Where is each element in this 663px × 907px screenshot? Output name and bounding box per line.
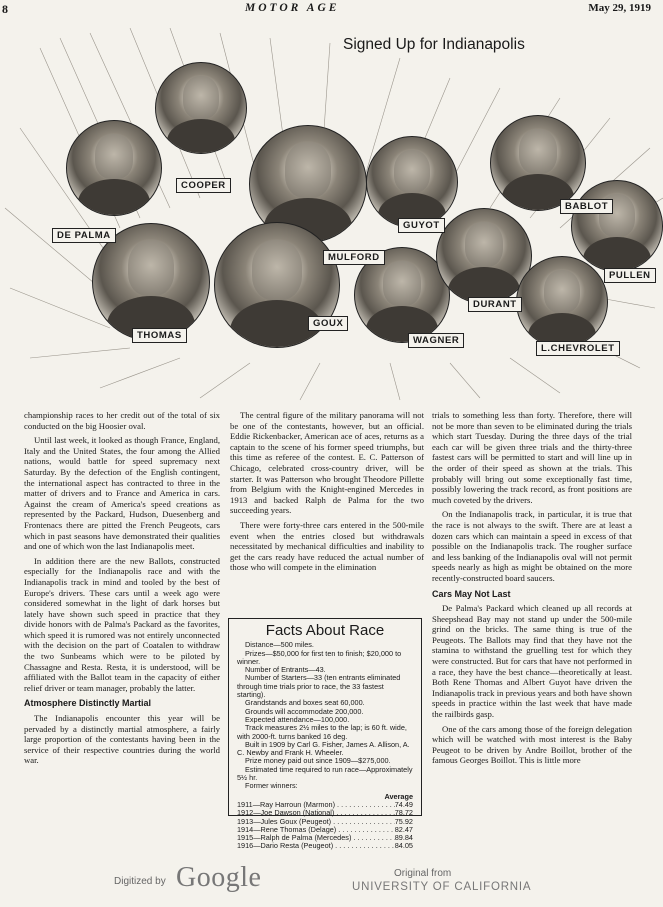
column1-paragraph: In addition there are the new Ballots, constructed especially for the Indianapolis race and with the Indianapolis track in mind and tooled by the best of Europe's drivers. These cars until a week ago were considered somewhat in the light of dark horses but lately have shown such speed in practice that they divide honors with de Palma's Packard as the favorites, which speed it is rumored was not entirely unconnected with the decision on the part of Coatalen to withdraw the two Sunbeams which were to be piloted by Chassagne and Resta. Resta, it is understood, will be affiliated with the Ballot team in the capacity of either relief driver or team manager, probably the latter. xyxy=(24,555,220,693)
portrait-l-chevrolet xyxy=(516,256,608,348)
name-plate-pullen: PULLEN xyxy=(604,268,656,283)
facts-box-title: Facts About Race xyxy=(265,622,385,639)
name-plate-thomas: THOMAS xyxy=(132,328,187,343)
fact-line: Expected attendance—100,000. xyxy=(245,714,350,724)
fact-line: Distance—500 miles. xyxy=(245,640,314,650)
fact-line: Estimated time required to run race—Approximately 5½ hr. xyxy=(237,764,413,783)
winner-entry: 1914—Rene Thomas (Delage) . . . xyxy=(237,826,395,834)
fact-line: Number of Entrants—43. xyxy=(245,665,326,675)
average-label: Average xyxy=(384,791,413,801)
name-plate-durant: DURANT xyxy=(468,297,522,312)
article-column-1 xyxy=(24,410,220,770)
winner-average: 89.84 xyxy=(394,834,413,843)
winner-entry: 1916—Dario Resta (Peugeot) . . . xyxy=(237,842,395,850)
portrait-guyot xyxy=(366,136,458,228)
portrait-de-palma xyxy=(66,120,162,216)
winner-average: 78.72 xyxy=(394,809,413,818)
name-plate-l-chevrolet: L.CHEVROLET xyxy=(536,341,620,356)
fact-line: Built in 1909 by Carl G. Fisher, James A. Allison, A. C. Newby and Frank H. Wheeler. xyxy=(237,739,410,758)
winner-average: 75.92 xyxy=(394,817,413,826)
winner-row xyxy=(237,826,413,834)
column3-paragraph: trials to something less than forty. Therefore, there will not be more than seven to be eliminated during the trials which start Tuesday. During the three days of the trial each car will be given three trials and the thirty-three fastest cars will be permitted to start and will line up in the order of their speed as shown at the trials. This probably will bring out some exceptionally fast time, possibly lowering the track record, as front positions are much coveted by the drivers. xyxy=(432,410,632,505)
photo-section-title: Signed Up for Indianapolis xyxy=(343,36,525,53)
fact-line: Track measures 2½ miles to the lap; is 60 ft. wide, with 2000-ft. turns banked 16 deg. xyxy=(237,723,407,741)
winner-row xyxy=(237,818,413,826)
column1-paragraph: championship races to her credit out of the total of six conducted on the big Hoosier oval. xyxy=(24,410,220,431)
winner-row xyxy=(237,809,413,817)
magazine-title: MOTOR AGE xyxy=(245,2,340,14)
column2-paragraph: There were forty-three cars entered in the 500-mile event when the entries closed but withdrawals necessitated by mechanical difficulties and inability to get the cars ready have reduced the actual number of those who will compete in the elimination xyxy=(230,519,424,573)
name-plate-wagner: WAGNER xyxy=(408,333,464,348)
fact-line: Grounds will accommodate 200,000. xyxy=(245,706,364,716)
portrait-cooper xyxy=(155,62,247,154)
digitization-footer xyxy=(0,858,663,907)
column1-paragraph: The Indianapolis encounter this year will be pervaded by a distinctly martial atmosphere, a fairly large proportion of the contestants having been in the service of their respective countries during the world war. xyxy=(24,713,220,766)
winner-row xyxy=(237,842,413,850)
fact-line: Prizes—$50,000 for first ten to finish; $20,000 to winner. xyxy=(237,648,402,666)
column3-paragraph: One of the cars among those of the foreign delegation which will be watched with most interest is the Baby Peugeot to be driven by Andre Boillot, brother of the famous Georges Boillot. This is little more xyxy=(432,723,632,766)
winner-row xyxy=(237,801,413,809)
article-column-2 xyxy=(230,410,424,577)
section-heading-cars-may-not-last: Cars May Not Last xyxy=(432,588,511,599)
portrait-bablot xyxy=(490,115,586,211)
winner-entry: 1913—Jules Goux (Peugeot) . . . xyxy=(237,818,395,826)
facts-about-race-box xyxy=(228,618,422,851)
column3-paragraph: On the Indianapolis track, in particular, it is true that the race is not always to the swift. There are at least a dozen cars which can maintain a speed in excess of that possible on the Indianapolis track. The rougher surface and less banking of the Indianapolis oval will not permit speeds nearly as high as might be obtained on the more recently-constructed board saucers. xyxy=(432,509,632,583)
column2-paragraph: The central figure of the military panorama will not be one of the contestants, however, but an official. Eddie Rickenbacker, American ace of aces, returns as a captain to the scene of his former speed triumphs, but this time as referee of the contest. E. C. Patterson of Chicago, celebrated cross-country driver, will be starter. It was Patterson who brought Theodore Pillette from Belgium with the Knight-engined Mercedes in 1913 and backed Ralph de Palma for the two succeeding years. xyxy=(230,410,424,516)
winner-average: 82.47 xyxy=(394,825,413,834)
name-plate-cooper: COOPER xyxy=(176,178,231,193)
page-number: 8 xyxy=(2,2,8,16)
name-plate-goux: GOUX xyxy=(308,316,348,331)
name-plate-mulford: MULFORD xyxy=(323,250,385,265)
fact-line: Grandstands and boxes seat 60,000. xyxy=(245,698,365,708)
page-header xyxy=(0,0,663,18)
fact-line: Former winners: xyxy=(245,781,298,791)
section-heading-martial: Atmosphere Distinctly Martial xyxy=(24,698,152,709)
name-plate-bablot: BABLOT xyxy=(560,199,613,214)
fact-line: Number of Starters—33 (ten entrants eliminated through time trials prior to race, the 33 fastest starting). xyxy=(237,673,401,700)
column1-paragraph: Until last week, it looked as though France, England, Italy and the United States, the four among the Allied nations, would battle for speed supremacy next Saturday. By the defection of the English contingent, the international aspect has contracted to three in the matter of drivers and to France and America in cars. Against the cream of America's speed creations as represented by the Packard, Hudson, Duesenberg and Frontenacs there are pitted the French Peugeots, cars which in past seasons have demonstrated their qualities and one of which won the last Indianapolis meet. xyxy=(24,435,220,552)
portrait-pullen xyxy=(571,180,663,272)
winner-entry: 1911—Ray Harroun (Marmon) . . . xyxy=(237,801,395,809)
winner-entry: 1912—Joe Dawson (National) . . . xyxy=(237,809,395,817)
name-plate-de-palma: DE PALMA xyxy=(52,228,116,243)
university-label: UNIVERSITY OF CALIFORNIA xyxy=(352,881,532,893)
column3-paragraph: De Palma's Packard which cleaned up all records at Sheepshead Bay may not stand up under the 500-mile grind on the bricks. The same thing is true of the Peugeots. The Ballots may find that they have not the stamina to withstand the gruelling test for which they were constructed. But for cars that have not performed in a race, they have the best chance—theoretically at least. Both Rene Thomas and Albert Guyot have driven the Indianapolis track in previous years and both have shown speeds in practice within the last week that have made the railbirds gasp. xyxy=(432,603,632,720)
winner-row xyxy=(237,834,413,842)
fact-line: Prize money paid out since 1909—$275,000. xyxy=(245,756,391,766)
winner-average: 84.05 xyxy=(394,842,413,851)
issue-date: May 29, 1919 xyxy=(588,2,651,14)
digitized-by-label: Digitized by xyxy=(114,876,166,887)
original-from-label: Original from xyxy=(394,868,452,879)
winner-entry: 1915—Ralph de Palma (Mercedes) . . . xyxy=(237,834,395,842)
winner-average: 74.49 xyxy=(394,800,413,809)
article-column-3 xyxy=(432,410,632,770)
google-logo: Google xyxy=(176,862,262,893)
name-plate-guyot: GUYOT xyxy=(398,218,445,233)
